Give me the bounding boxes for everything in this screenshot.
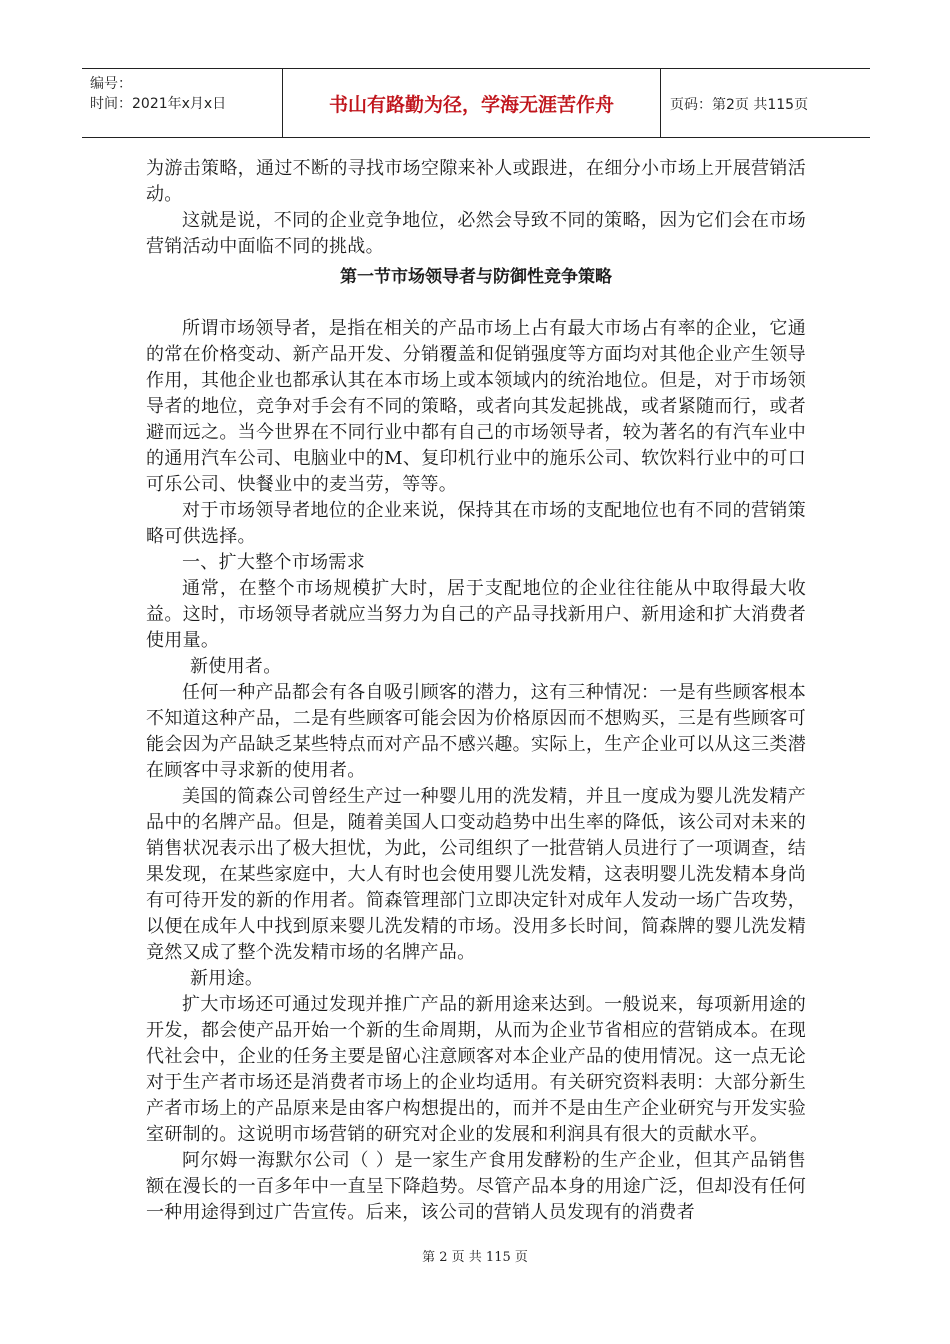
header-page-info: 页码：第2页 共115页 bbox=[670, 97, 809, 113]
paragraph: 为游击策略，通过不断的寻找市场空隙来补人或跟进，在细分小市场上开展营销活动。 bbox=[146, 158, 806, 205]
paragraph: 对于市场领导者地位的企业来说，保持其在市场的支配地位也有不同的营销策略可供选择。 bbox=[146, 500, 806, 547]
document-body bbox=[146, 156, 806, 1226]
subheading: 新用途。 bbox=[190, 968, 264, 989]
subheading: 新使用者。 bbox=[190, 656, 282, 677]
paragraph: 任何一种产品都会有各自吸引顾客的潜力，这有三种情况：一是有些顾客根本不知道这种产品，二是有些顾客可能会因为价格原因而不想购买，三是有些顾客可能会因为产品缺乏某些特点而对产品不感兴趣。实际上，生产企业可以从这三类潜在顾客中寻求新的使用者。 bbox=[146, 682, 806, 781]
number-label: 编号： bbox=[90, 76, 132, 92]
paragraph: 通常，在整个市场规模扩大时，居于支配地位的企业往往能从中取得最大收益。这时，市场领导者就应当努力为自己的产品寻找新用户、新用途和扩大消费者使用量。 bbox=[146, 578, 806, 651]
section-title: 第一节市场领导者与防御性竞争策略 bbox=[340, 267, 612, 287]
paragraph: 扩大市场还可通过发现并推广产品的新用途来达到。一般说来，每项新用途的开发，都会使产品开始一个新的生命周期，从而为企业节省相应的营销成本。在现代社会中，企业的任务主要是留心注意顾客对本企业产品的使用情况。这一点无论对于生产者市场还是消费者市场上的企业均适用。有关研究资料表明：大部分新生产者市场上的产品原来是由客户构想提出的，而并不是由生产企业研究与开发实验室研制的。这说明市场营销的研究对企业的发展和利润具有很大的贡献水平。 bbox=[146, 994, 806, 1145]
header-divider bbox=[660, 69, 661, 137]
paragraph: 美国的简森公司曾经生产过一种婴儿用的洗发精，并且一度成为婴儿洗发精产品中的名牌产品。但是，随着美国人口变动趋势中出生率的降低，该公司对未来的销售状况表示出了极大担忧，为此，公司组织了一批营销人员进行了一项调查，结果发现，在某些家庭中，大人有时也会使用婴儿洗发精，这表明婴儿洗发精本身尚有可待开发的新的作用者。简森管理部门立即决定针对成年人发动一场广告攻势，以便在成年人中找到原来婴儿洗发精的市场。没用多长时间，简森牌的婴儿洗发精竟然又成了整个洗发精市场的名牌产品。 bbox=[146, 786, 806, 963]
header-motto: 书山有路勤为径，学海无涯苦作舟 bbox=[328, 93, 614, 116]
paragraph: 阿尔姆一海默尔公司（ ）是一家生产食用发酵粉的生产企业，但其产品销售额在漫长的一百多年中一直呈下降趋势。尽管产品本身的用途广泛，但却没有任何一种用途得到过广告宣传。后来，该公司的营销人员发现有的消费者 bbox=[146, 1150, 806, 1223]
page-header bbox=[82, 68, 870, 138]
subheading: 一、扩大整个市场需求 bbox=[182, 552, 365, 573]
page-footer: 第 2 页 共 115 页 bbox=[422, 1250, 528, 1265]
paragraph: 所谓市场领导者，是指在相关的产品市场上占有最大市场占有率的企业，它通的常在价格变动、新产品开发、分销覆盖和促销强度等方面均对其他企业产生领导作用，其他企业也都承认其在本市场上或本领域内的统治地位。但是，对于市场领导者的地位，竞争对手会有不同的策略，或者向其发起挑战，或者紧随而行，或者避而远之。当今世界在不同行业中都有自己的市场领导者，较为著名的有汽车业中的通用汽车公司、电脑业中的M、复印机行业中的施乐公司、软饮料行业中的可口可乐公司、快餐业中的麦当劳，等等。 bbox=[146, 318, 806, 495]
date-line: 时间：2021年x月x日 bbox=[90, 96, 227, 112]
header-meta bbox=[82, 69, 282, 137]
paragraph: 这就是说，不同的企业竞争地位，必然会导致不同的策略，因为它们会在市场营销活动中面临不同的挑战。 bbox=[146, 210, 806, 257]
